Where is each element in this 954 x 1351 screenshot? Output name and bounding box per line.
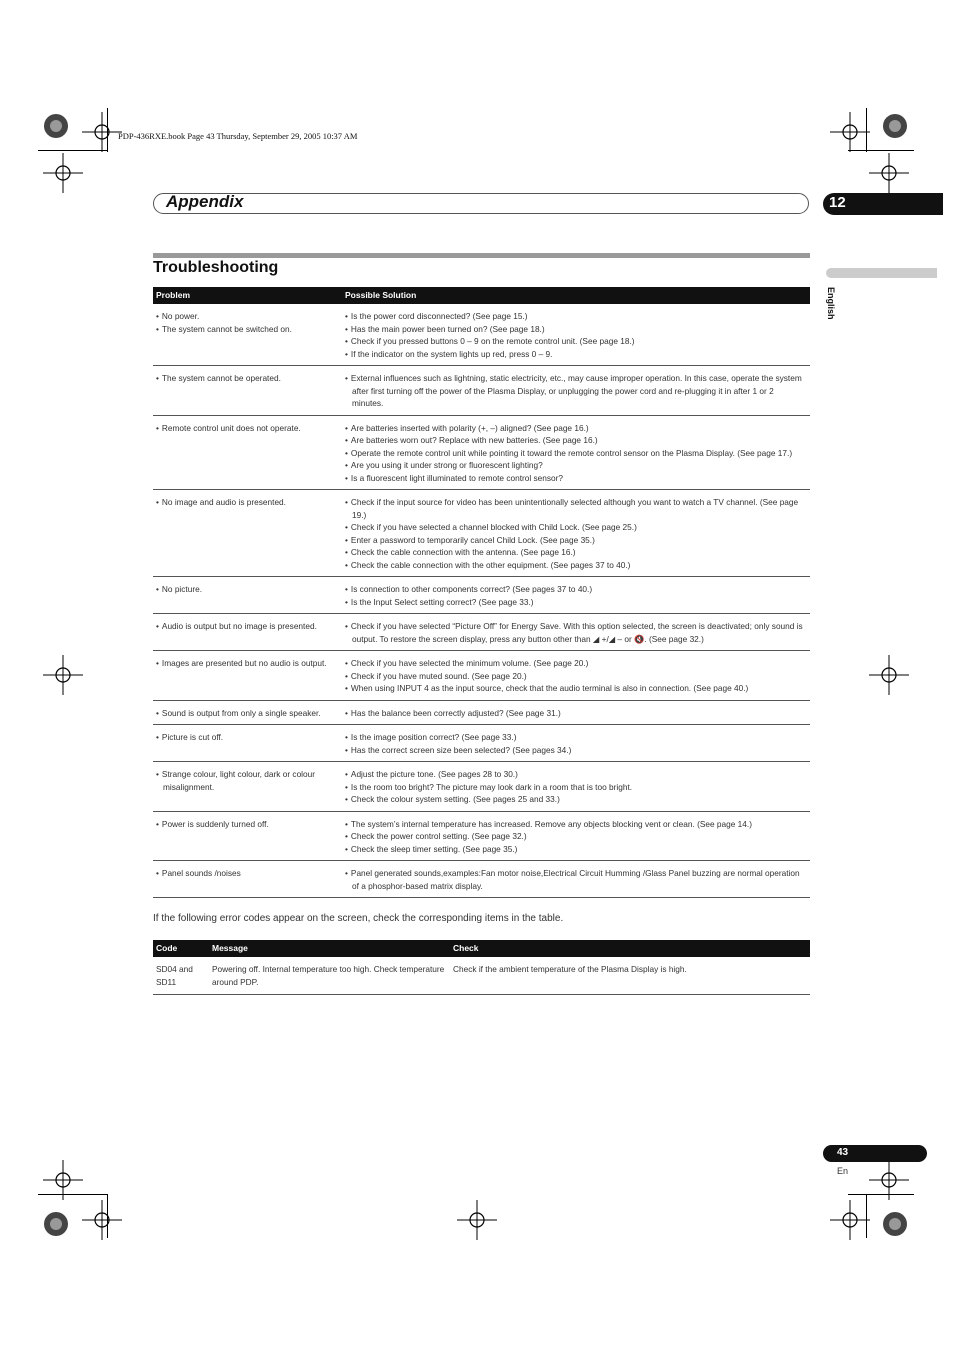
table-row <box>153 811 810 861</box>
table-row <box>153 957 810 995</box>
problem-cell <box>153 577 342 614</box>
problem-cell <box>153 304 342 366</box>
crop-line <box>866 108 867 152</box>
crosshair-mark <box>82 1200 122 1240</box>
problem-item: • Images are presented but no audio is output. <box>156 657 339 670</box>
page-title: Appendix <box>166 192 244 211</box>
problem-cell <box>153 415 342 490</box>
problem-item: • Sound is output from only a single speaker. <box>156 707 339 720</box>
problem-cell <box>153 614 342 651</box>
crosshair-mark <box>869 153 909 193</box>
registration-mark <box>875 1204 915 1244</box>
solution-item: • Enter a password to temporarily cancel Child Lock. (See page 35.) <box>345 534 807 547</box>
solution-item: • Panel generated sounds,examples:Fan motor noise,Electrical Circuit Humming /Glass Panel buzzing are normal operation of a phosphor-based matrix display. <box>345 867 807 892</box>
problem-item: • Audio is output but no image is presented. <box>156 620 339 633</box>
crosshair-mark <box>82 112 122 152</box>
solution-item: • If the indicator on the system lights up red, press 0 – 9. <box>345 348 807 361</box>
section-rule <box>153 253 810 258</box>
crosshair-mark <box>43 655 83 695</box>
table-row <box>153 304 810 366</box>
problem-cell <box>153 700 342 725</box>
column-header: Possible Solution <box>342 287 810 304</box>
solution-item: • Are you using it under strong or fluorescent lighting? <box>345 459 807 472</box>
crosshair-mark <box>43 153 83 193</box>
problem-cell <box>153 651 342 701</box>
message-cell: Powering off. Internal temperature too high. Check temperature around PDP. <box>209 957 450 995</box>
solution-item: • Is the power cord disconnected? (See page 15.) <box>345 310 807 323</box>
crosshair-mark <box>869 655 909 695</box>
code-cell: SD04 and SD11 <box>153 957 209 995</box>
solution-cell <box>342 651 810 701</box>
file-info: PDP-436RXE.book Page 43 Thursday, September 29, 2005 10:37 AM <box>118 131 358 141</box>
table-row <box>153 577 810 614</box>
solution-item: • Check if you have selected a channel blocked with Child Lock. (See page 25.) <box>345 521 807 534</box>
registration-mark <box>36 106 76 146</box>
problem-item: • No picture. <box>156 583 339 596</box>
crop-line <box>107 108 108 152</box>
solution-item: • Check if you have selected “Picture Off” for Energy Save. With this option selected, the screen is deactivated; only sound is output. To restore the screen display, press any button other than ◢ +/◢ – or 🔇. (See page 32.) <box>345 620 807 645</box>
solution-item: • Check if you pressed buttons 0 – 9 on the remote control unit. (See page 18.) <box>345 335 807 348</box>
problem-cell <box>153 725 342 762</box>
solution-item: • Has the correct screen size been selected? (See pages 34.) <box>345 744 807 757</box>
column-header: Check <box>450 940 810 957</box>
section-title: Troubleshooting <box>153 259 279 276</box>
problem-item: • Picture is cut off. <box>156 731 339 744</box>
table-row <box>153 490 810 577</box>
problem-item: • Panel sounds /noises <box>156 867 339 880</box>
solution-item: • External influences such as lightning, static electricity, etc., may cause improper operation. In this case, operate the system after first turning off the power of the Plasma Display, or unplugging the power cord and re-plugging it in after 1 or 2 minutes. <box>345 372 807 410</box>
crosshair-mark <box>830 1200 870 1240</box>
problem-item: • No power. <box>156 310 339 323</box>
solution-item: • Check the power control setting. (See page 32.) <box>345 830 807 843</box>
crop-line <box>866 1194 867 1238</box>
solution-item: • Check the colour system setting. (See pages 25 and 33.) <box>345 793 807 806</box>
column-header: Problem <box>153 287 342 304</box>
troubleshooting-table <box>153 287 810 898</box>
language-label: English <box>826 287 836 320</box>
solution-item: • Check if you have muted sound. (See page 20.) <box>345 670 807 683</box>
crop-line <box>848 1194 914 1195</box>
table-row <box>153 725 810 762</box>
table-row <box>153 762 810 812</box>
solution-cell <box>342 762 810 812</box>
problem-cell <box>153 366 342 416</box>
solution-cell <box>342 415 810 490</box>
solution-item: • Is the room too bright? The picture may look dark in a room that is too bright. <box>345 781 807 794</box>
solution-item: • Adjust the picture tone. (See pages 28 to 30.) <box>345 768 807 781</box>
table-row <box>153 415 810 490</box>
check-cell: Check if the ambient temperature of the Plasma Display is high. <box>450 957 810 995</box>
problem-item: • Remote control unit does not operate. <box>156 422 339 435</box>
problem-cell <box>153 811 342 861</box>
crop-line <box>38 1194 108 1195</box>
solution-cell <box>342 304 810 366</box>
solution-cell <box>342 366 810 416</box>
solution-item: • Is the image position correct? (See page 33.) <box>345 731 807 744</box>
problem-item: • Strange colour, light colour, dark or colour misalignment. <box>156 768 339 793</box>
chapter-number: 12 <box>823 193 943 215</box>
solution-item: • When using INPUT 4 as the input source, check that the audio terminal is also in connection. (See page 40.) <box>345 682 807 695</box>
column-header: Code <box>153 940 209 957</box>
solution-item: • Check if you have selected the minimum volume. (See page 20.) <box>345 657 807 670</box>
problem-cell <box>153 762 342 812</box>
crosshair-mark <box>457 1200 497 1240</box>
solution-item: • Check the cable connection with the antenna. (See page 16.) <box>345 546 807 559</box>
table-row <box>153 366 810 416</box>
solution-item: • Check the cable connection with the other equipment. (See pages 37 to 40.) <box>345 559 807 572</box>
registration-mark <box>36 1204 76 1244</box>
problem-item: • The system cannot be operated. <box>156 372 339 385</box>
table-row <box>153 651 810 701</box>
solution-cell <box>342 700 810 725</box>
error-code-table <box>153 940 810 995</box>
solution-cell <box>342 577 810 614</box>
solution-item: • Is connection to other components correct? (See pages 37 to 40.) <box>345 583 807 596</box>
solution-item: • Is a fluorescent light illuminated to remote control sensor? <box>345 472 807 485</box>
page-number: 43 <box>823 1145 927 1162</box>
table-row <box>153 861 810 898</box>
solution-item: • The system’s internal temperature has increased. Remove any objects blocking vent or clean. (See page 14.) <box>345 818 807 831</box>
language-tab <box>826 268 937 278</box>
problem-item: • No image and audio is presented. <box>156 496 339 509</box>
problem-cell <box>153 490 342 577</box>
solution-item: • Operate the remote control unit while pointing it toward the remote control sensor on the Plasma Display. (See page 17.) <box>345 447 807 460</box>
table-row <box>153 614 810 651</box>
registration-mark <box>875 106 915 146</box>
crop-line <box>848 150 914 151</box>
solution-cell <box>342 811 810 861</box>
solution-cell <box>342 725 810 762</box>
solution-item: • Are batteries inserted with polarity (+, –) aligned? (See page 16.) <box>345 422 807 435</box>
table-row <box>153 700 810 725</box>
header-bar <box>153 193 809 214</box>
solution-item: • Are batteries worn out? Replace with new batteries. (See page 16.) <box>345 434 807 447</box>
crop-line <box>38 150 108 151</box>
page-language: En <box>837 1166 849 1176</box>
crosshair-mark <box>830 112 870 152</box>
solution-item: • Check the sleep timer setting. (See page 35.) <box>345 843 807 856</box>
crop-line <box>107 1194 108 1238</box>
solution-item: • Has the main power been turned on? (See page 18.) <box>345 323 807 336</box>
solution-item: • Is the Input Select setting correct? (See page 33.) <box>345 596 807 609</box>
error-intro: If the following error codes appear on the screen, check the corresponding items in the table. <box>153 913 564 924</box>
problem-cell <box>153 861 342 898</box>
solution-item: • Has the balance been correctly adjusted? (See page 31.) <box>345 707 807 720</box>
problem-item: • Power is suddenly turned off. <box>156 818 339 831</box>
column-header: Message <box>209 940 450 957</box>
solution-item: • Check if the input source for video has been unintentionally selected although you want to watch a TV channel. (See page 19.) <box>345 496 807 521</box>
problem-item: • The system cannot be switched on. <box>156 323 339 336</box>
solution-cell <box>342 490 810 577</box>
solution-cell <box>342 861 810 898</box>
solution-cell <box>342 614 810 651</box>
